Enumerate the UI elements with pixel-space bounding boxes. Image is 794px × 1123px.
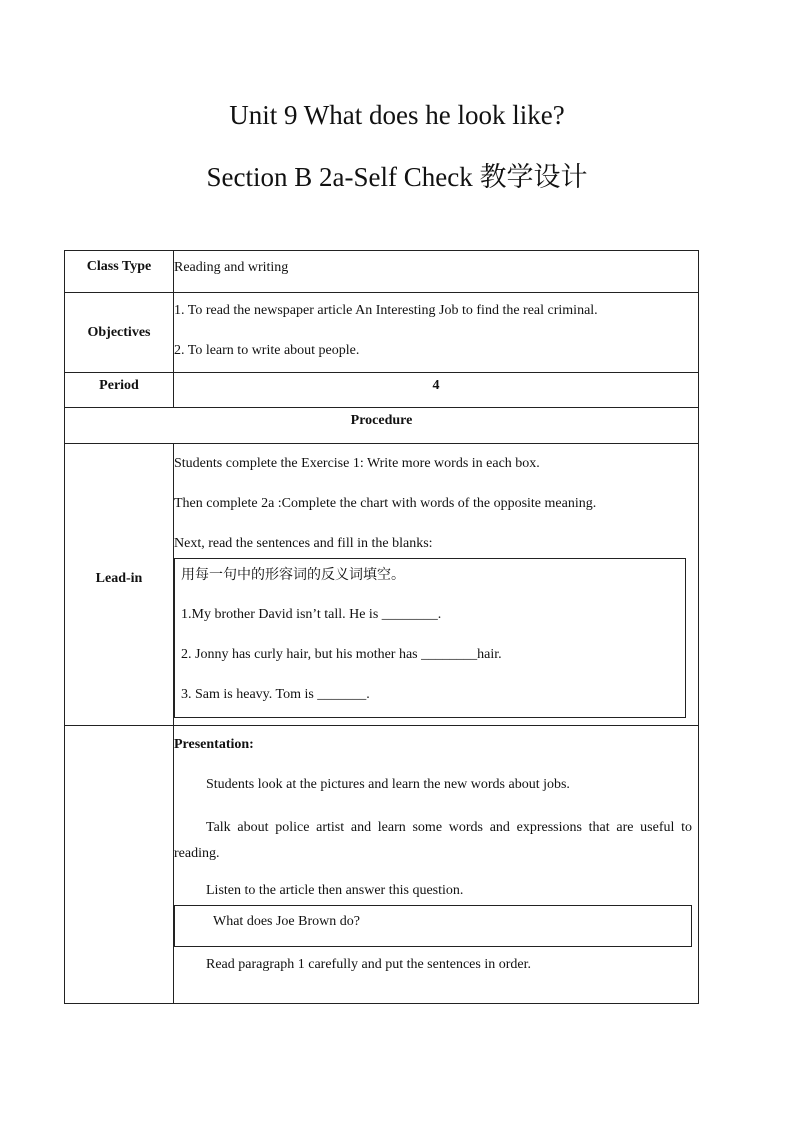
fill-in-instructions: 用每一句中的形容词的反义词填空。 <box>181 567 405 583</box>
fill-in-item: 1.My brother David isn’t tall. He is ________. <box>181 607 442 622</box>
lead-in-step: Students complete the Exercise 1: Write more words in each box. <box>174 456 540 471</box>
class-type-value: Reading and writing <box>174 251 699 293</box>
presentation-step: Read paragraph 1 carefully and put the sentences in order. <box>206 957 531 972</box>
row-presentation <box>65 726 699 1004</box>
fill-in-item: 3. Sam is heavy. Tom is _______. <box>181 687 370 702</box>
row-objectives <box>65 293 699 373</box>
presentation-label-cell <box>65 726 174 1004</box>
procedure-label: Procedure <box>65 408 699 444</box>
lesson-plan-table <box>64 250 699 1004</box>
period-value: 4 <box>174 373 699 408</box>
presentation-step: Students look at the pictures and learn the new words about jobs. <box>206 777 570 792</box>
objectives-label: Objectives <box>65 293 174 373</box>
question-text: What does Joe Brown do? <box>213 914 360 929</box>
presentation-step: Listen to the article then answer this question. <box>206 883 464 898</box>
fill-in-item: 2. Jonny has curly hair, but his mother has ________hair. <box>181 647 502 662</box>
objective-item: 2. To learn to write about people. <box>174 343 360 358</box>
row-period <box>65 373 699 408</box>
document-title: Unit 9 What does he look like? <box>229 100 565 130</box>
presentation-heading: Presentation: <box>174 737 254 752</box>
lead-in-step: Next, read the sentences and fill in the blanks: <box>174 536 433 551</box>
presentation-step: Talk about police artist and learn some words and expressions that are useful to reading. <box>174 820 692 861</box>
fill-in-blanks-box <box>174 558 686 718</box>
row-class-type <box>65 251 699 293</box>
objective-item: 1. To read the newspaper article An Interesting Job to find the real criminal. <box>174 303 598 318</box>
row-procedure <box>65 408 699 444</box>
period-label: Period <box>65 373 174 408</box>
row-lead-in <box>65 444 699 726</box>
class-type-label: Class Type <box>65 251 174 293</box>
lead-in-step: Then complete 2a :Complete the chart with words of the opposite meaning. <box>174 496 597 511</box>
document-subtitle: Section B 2a-Self Check 教学设计 <box>206 162 588 192</box>
lead-in-label: Lead-in <box>65 444 174 726</box>
question-box <box>174 905 692 947</box>
